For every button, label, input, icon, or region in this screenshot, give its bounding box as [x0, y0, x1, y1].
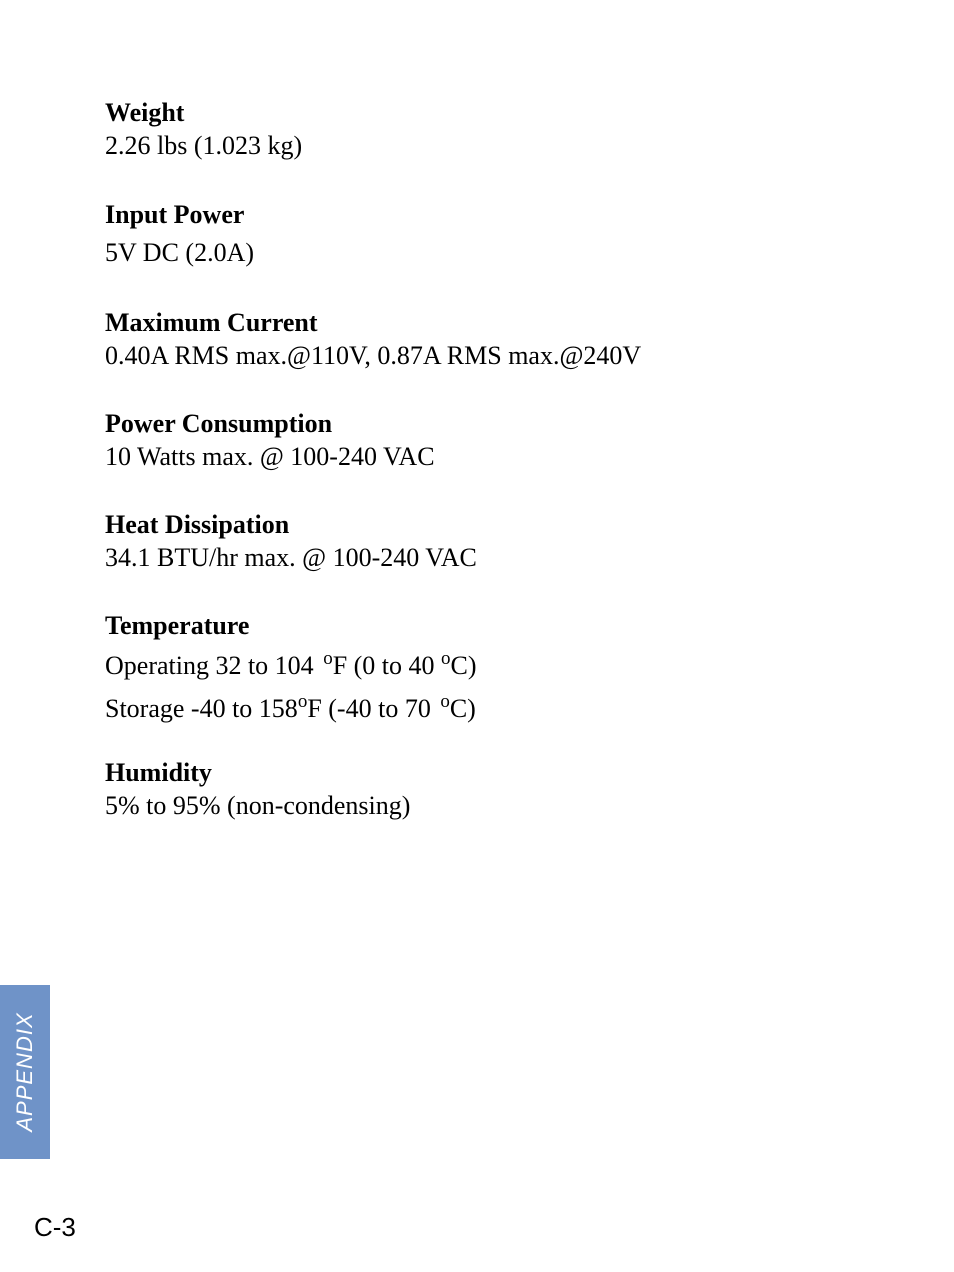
- spec-heat-dissipation: [105, 510, 477, 573]
- degree-symbol: o: [297, 691, 308, 712]
- degree-symbol: o: [440, 691, 450, 712]
- temp-text: F (0 to 40: [332, 651, 442, 680]
- temp-text: C): [450, 651, 477, 680]
- spec-title: Maximum Current: [105, 308, 318, 337]
- spec-title: Heat Dissipation: [105, 510, 290, 539]
- temp-text: Operating 32 to 104: [105, 651, 321, 680]
- spec-maximum-current: [105, 308, 641, 371]
- spec-value: 0.40A RMS max.@110V, 0.87A RMS max.@240V: [105, 341, 642, 370]
- temp-text: F (-40 to 70: [307, 694, 438, 723]
- spec-temperature: [105, 611, 477, 727]
- spec-value: 5% to 95% (non-condensing): [105, 791, 411, 820]
- spec-power-consumption: [105, 409, 435, 472]
- temp-text: Storage -40 to 158: [105, 694, 298, 723]
- temp-text: C): [449, 694, 476, 723]
- spec-title: Humidity: [105, 758, 212, 787]
- spec-value: 5V DC (2.0A): [105, 238, 255, 267]
- degree-symbol: o: [323, 648, 333, 669]
- degree-symbol: o: [441, 648, 451, 669]
- spec-value: 34.1 BTU/hr max. @ 100-240 VAC: [105, 543, 477, 572]
- spec-weight: [105, 98, 302, 161]
- page-number: C-3: [34, 1212, 76, 1242]
- spec-input-power: [105, 200, 254, 268]
- appendix-side-tab: [0, 985, 50, 1159]
- spec-title: Power Consumption: [105, 409, 333, 438]
- temperature-storage: [105, 691, 477, 727]
- temperature-operating: [105, 648, 477, 684]
- spec-value: 2.26 lbs (1.023 kg): [105, 131, 303, 160]
- spec-humidity: [105, 758, 410, 821]
- appendix-label: APPENDIX: [12, 1012, 37, 1132]
- spec-title: Input Power: [105, 200, 245, 229]
- spec-title: Weight: [105, 98, 185, 127]
- spec-title: Temperature: [105, 611, 250, 640]
- spec-value: 10 Watts max. @ 100-240 VAC: [105, 442, 435, 471]
